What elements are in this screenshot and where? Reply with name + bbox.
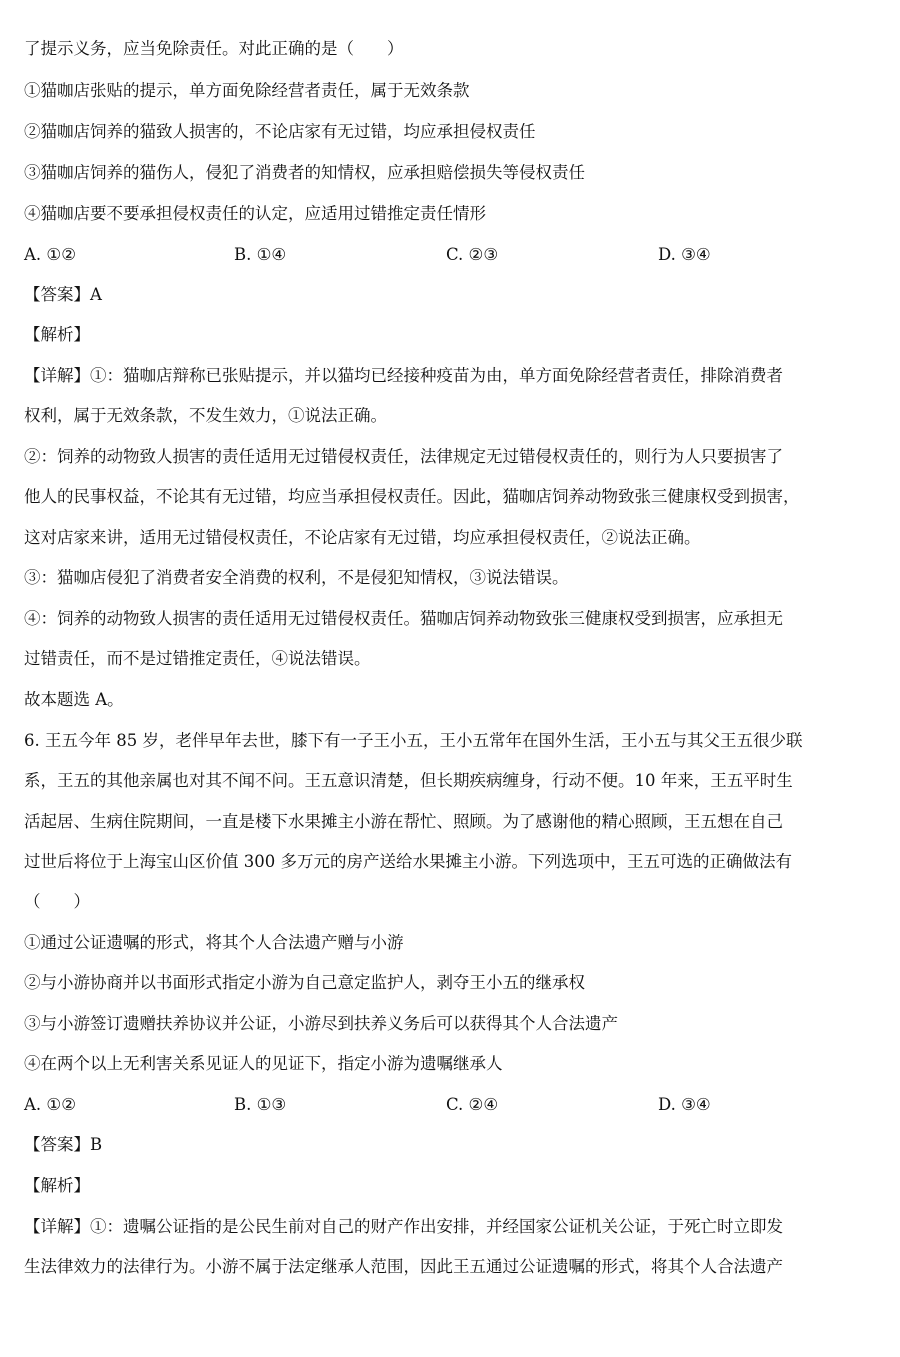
q5-analysis-label: 【解析】 — [24, 325, 90, 344]
q5-statement-2: ②猫咖店饲养的猫致人损害的，不论店家有无过错，均应承担侵权责任 — [24, 122, 536, 141]
q6-option-a: A. ①② — [24, 1095, 76, 1114]
q6-detail-line: 【详解】①：遗嘱公证指的是公民生前对自己的财产作出安排，并经国家公证机关公证，于死亡时立即发 — [24, 1217, 783, 1236]
q5-statement-1: ①猫咖店张贴的提示，单方面免除经营者责任，属于无效条款 — [24, 81, 470, 100]
q5-detail-line: 这对店家来讲，适用无过错侵权责任，不论店家有无过错，均应承担侵权责任，②说法正确。 — [24, 528, 701, 547]
q6-analysis-label: 【解析】 — [24, 1176, 90, 1195]
q6-stem-line: 6. 王五今年 85 岁，老伴早年去世，膝下有一子王小五，王小五常年在国外生活，王小五与其父王五很少联 — [24, 731, 803, 750]
q5-option-c: C. ②③ — [446, 245, 499, 264]
q6-stem-line: 活起居、生病住院期间，一直是楼下水果摊主小游在帮忙、照顾。为了感谢他的精心照顾，王五想在自己 — [24, 812, 783, 831]
q5-option-a: A. ①② — [24, 245, 76, 264]
q5-option-b: B. ①④ — [234, 245, 287, 264]
q6-stem-line: 过世后将位于上海宝山区价值 300 多万元的房产送给水果摊主小游。下列选项中，王五可选的正确做法有 — [24, 852, 792, 871]
q5-conclusion: 故本题选 A。 — [24, 690, 124, 709]
q5-detail-line: 过错责任，而不是过错推定责任，④说法错误。 — [24, 649, 371, 668]
q5-detail-line: 【详解】①：猫咖店辩称已张贴提示，并以猫均已经接种疫苗为由，单方面免除经营者责任，排除消费者 — [24, 366, 783, 385]
q6-statement-4: ④在两个以上无利害关系见证人的见证下，指定小游为遗嘱继承人 — [24, 1054, 503, 1073]
q6-option-d: D. ③④ — [658, 1095, 711, 1114]
q5-detail-line: ③：猫咖店侵犯了消费者安全消费的权利，不是侵犯知情权，③说法错误。 — [24, 568, 569, 587]
q6-option-c: C. ②④ — [446, 1095, 499, 1114]
q6-stem-bracket: （ ） — [24, 892, 90, 911]
q6-statement-2: ②与小游协商并以书面形式指定小游为自己意定监护人，剥夺王小五的继承权 — [24, 973, 585, 992]
q5-detail-line: ②：饲养的动物致人损害的责任适用无过错侵权责任，法律规定无过错侵权责任的，则行为人只要损害了 — [24, 447, 783, 466]
q6-statement-3: ③与小游签订遗赠扶养协议并公证，小游尽到扶养义务后可以获得其个人合法遗产 — [24, 1014, 618, 1033]
q6-statement-1: ①通过公证遗嘱的形式，将其个人合法遗产赠与小游 — [24, 933, 404, 952]
q5-answer: 【答案】A — [24, 285, 102, 304]
q6-detail-line: 生法律效力的法律行为。小游不属于法定继承人范围，因此王五通过公证遗嘱的形式，将其个人合法遗产 — [24, 1257, 783, 1276]
q5-statement-4: ④猫咖店要不要承担侵权责任的认定，应适用过错推定责任情形 — [24, 204, 486, 223]
q6-option-b: B. ①③ — [234, 1095, 287, 1114]
q5-option-d: D. ③④ — [658, 245, 711, 264]
q5-detail-line: 他人的民事权益，不论其有无过错，均应当承担侵权责任。因此，猫咖店饲养动物致张三健康权受到损害， — [24, 487, 800, 506]
q5-detail-line: 权利，属于无效条款，不发生效力，①说法正确。 — [24, 406, 387, 425]
q6-answer: 【答案】B — [24, 1135, 103, 1154]
q5-statement-3: ③猫咖店饲养的猫伤人，侵犯了消费者的知情权，应承担赔偿损失等侵权责任 — [24, 163, 585, 182]
q6-stem-line: 系，王五的其他亲属也对其不闻不问。王五意识清楚，但长期疾病缠身，行动不便。10 年来，王五平时生 — [24, 771, 793, 790]
q5-detail-line: ④：饲养的动物致人损害的责任适用无过错侵权责任。猫咖店饲养动物致张三健康权受到损害，应承担无 — [24, 609, 783, 628]
q5-stem-tail: 了提示义务，应当免除责任。对此正确的是（ ） — [24, 39, 404, 58]
